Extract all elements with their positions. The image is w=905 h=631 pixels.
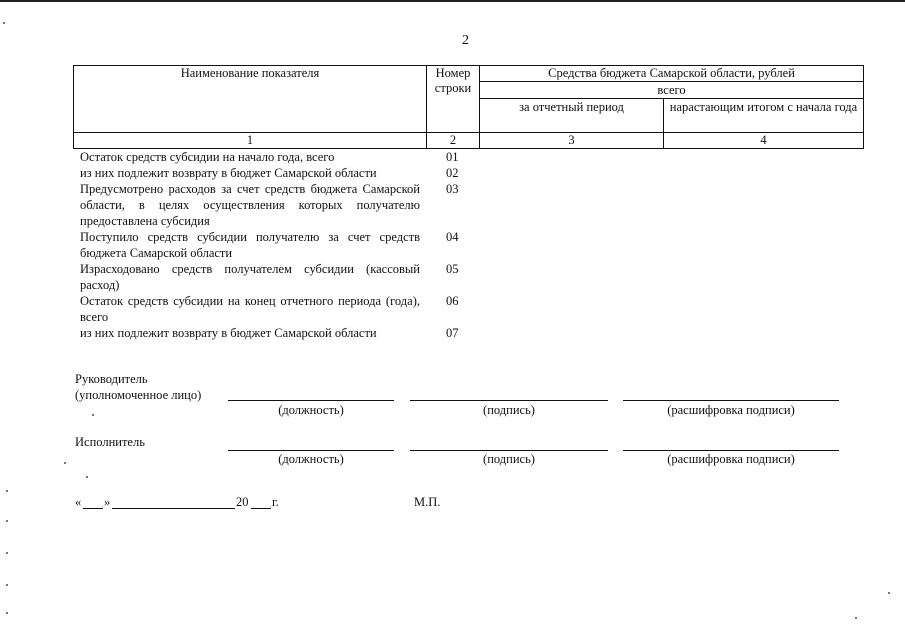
- row-label: Израсходовано средств получателем субсидии (кассовый расход): [80, 262, 420, 292]
- row-code: 03: [446, 182, 459, 196]
- row-code: 04: [446, 230, 459, 244]
- top-border-line: [0, 0, 905, 2]
- scan-speck: [855, 617, 857, 619]
- head-decoding-line: [623, 400, 839, 401]
- table-row: [80, 325, 480, 341]
- executor-decoding-caption: (расшифровка подписи): [667, 452, 795, 466]
- head-position-caption: (должность): [278, 403, 344, 417]
- executor-position-caption: (должность): [278, 452, 344, 466]
- scan-speck: [3, 22, 5, 24]
- row-label: Предусмотрено расходов за счет средств бюджета Самарской области, в целях осуществления которых получателю предоставлена субсидия: [80, 182, 420, 228]
- head-label-sub: (уполномоченное лицо): [75, 388, 202, 402]
- group-divider: [479, 81, 864, 82]
- executor-decoding-line: [623, 450, 839, 451]
- row-code: 06: [446, 294, 459, 308]
- header-row-number: Номер строки: [434, 66, 472, 95]
- row-label: Остаток средств субсидии на конец отчетного периода (года), всего: [80, 294, 420, 324]
- table-row: [80, 229, 480, 261]
- scan-speck: [888, 592, 890, 594]
- head-signature-line: [410, 400, 608, 401]
- header-reporting-period: за отчетный период: [519, 100, 624, 114]
- date-quote-close: »: [104, 495, 111, 509]
- column-number-3: 3: [568, 133, 575, 147]
- scan-speck: [6, 520, 8, 522]
- header-indicator-name: Наименование показателя: [180, 66, 320, 80]
- date-year-suffix: г.: [272, 495, 279, 509]
- head-position-line: [228, 400, 394, 401]
- date-month-line: [112, 508, 235, 509]
- column-number-4: 4: [760, 133, 767, 147]
- row-label: Остаток средств субсидии на начало года, всего: [80, 150, 335, 164]
- head-label: Руководитель: [75, 372, 148, 386]
- head-decoding-caption: (расшифровка подписи): [667, 403, 795, 417]
- date-day-line: [83, 508, 103, 509]
- executor-position-line: [228, 450, 394, 451]
- executor-signature-caption: (подпись): [483, 452, 535, 466]
- subgroup-divider: [479, 98, 864, 99]
- date-quote-open: «: [75, 495, 82, 509]
- header-budget-funds: Средства бюджета Самарской области, рублей: [548, 66, 795, 80]
- page-number: 2: [462, 33, 469, 48]
- scan-speck: [6, 490, 8, 492]
- header-cumulative: нарастающим итогом с начала года: [669, 100, 858, 114]
- table-row: [80, 261, 480, 293]
- row-label: Поступило средств субсидии получателю за счет средств бюджета Самарской области: [80, 230, 420, 260]
- report-table-header: [73, 65, 864, 148]
- stamp-place: М.П.: [414, 495, 441, 509]
- table-row: [80, 165, 480, 181]
- row-code: 02: [446, 166, 459, 180]
- scan-speck: [64, 462, 66, 464]
- row-code: 01: [446, 150, 459, 164]
- table-row: [80, 149, 480, 165]
- scan-speck: [6, 612, 8, 614]
- head-signature-caption: (подпись): [483, 403, 535, 417]
- date-year-line: [251, 508, 271, 509]
- scan-speck: [6, 584, 8, 586]
- executor-signature-line: [410, 450, 608, 451]
- row-label: из них подлежит возврату в бюджет Самарской области: [80, 326, 377, 340]
- table-row: [80, 293, 480, 325]
- row-label: из них подлежит возврату в бюджет Самарской области: [80, 166, 377, 180]
- row-code: 07: [446, 326, 459, 340]
- scan-speck: [86, 476, 88, 478]
- scan-speck: [92, 414, 94, 416]
- date-year-prefix: 20: [236, 495, 249, 509]
- column-number-2: 2: [449, 133, 457, 147]
- scan-speck: [6, 552, 8, 554]
- row-code: 05: [446, 262, 459, 276]
- table-row: [80, 181, 480, 229]
- executor-label: Исполнитель: [75, 435, 145, 449]
- header-total: всего: [657, 83, 686, 97]
- table-right-border: [863, 65, 864, 149]
- column-number-1: 1: [246, 133, 254, 147]
